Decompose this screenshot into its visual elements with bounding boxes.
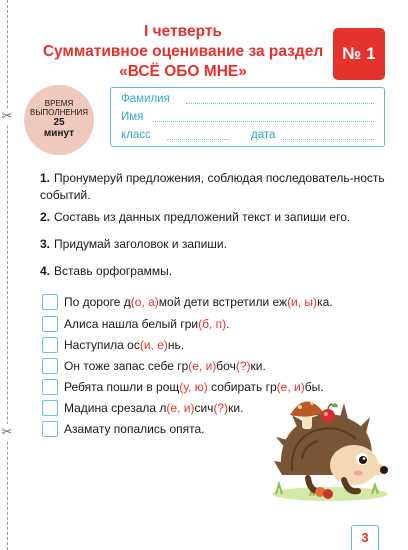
- number-box[interactable]: [42, 294, 58, 310]
- number-box[interactable]: [42, 379, 58, 395]
- time-unit: минут: [43, 128, 75, 139]
- name-label: Имя: [121, 111, 144, 123]
- hedgehog-illustration: [262, 375, 392, 505]
- page-header: [40, 22, 326, 82]
- number-box[interactable]: [42, 400, 58, 416]
- name-field[interactable]: [153, 121, 374, 122]
- page-number: 3: [351, 525, 379, 550]
- class-field[interactable]: [167, 139, 229, 140]
- number-box[interactable]: [42, 337, 58, 353]
- task-number: 1.: [40, 171, 51, 185]
- scissors-icon: ✂: [0, 424, 15, 440]
- date-field[interactable]: [281, 139, 374, 140]
- task-number: 2.: [40, 210, 51, 224]
- class-label: класс: [121, 129, 151, 141]
- task-text: Вставь орфограммы.: [54, 264, 173, 278]
- task-number: 4.: [40, 264, 51, 278]
- task-text: Пронумеруй предложения, соблюдая последователь-ность событий.: [40, 171, 385, 202]
- number-box[interactable]: [42, 421, 58, 437]
- cut-line: [7, 0, 8, 550]
- number-box[interactable]: [42, 316, 58, 332]
- section-title: «ВСЁ ОБО МНЕ»: [119, 63, 247, 80]
- sentence-text: По дороге д(о, а)мой дети встретили еж(и, ы)ка.: [64, 295, 333, 309]
- surname-label: Фамилия: [121, 93, 170, 105]
- sentence-text: Он тоже запас себе гр(е, и)боч(?)ки.: [64, 359, 266, 373]
- sentence-text: Ребята пошли в рощ(у, ю) собирать гр(е, и)бы.: [64, 380, 324, 394]
- task-number: 3.: [40, 237, 51, 251]
- task-text: Придумай заголовок и запиши.: [54, 237, 227, 251]
- sentence-text: Мадина срезала л(е, и)сич(?)ки.: [64, 401, 244, 415]
- sentence-text: Алиса нашла белый гри(б, п).: [64, 317, 230, 331]
- sentence-text: Наступила ос(и, е)нь.: [64, 338, 185, 352]
- date-label: дата: [251, 129, 276, 141]
- task-3: [40, 236, 385, 253]
- task-1: [40, 170, 385, 204]
- student-info-form: [110, 87, 385, 147]
- quarter-title: I четверть: [144, 23, 222, 40]
- task-4: [40, 263, 385, 280]
- time-label: ВРЕМЯ: [44, 99, 74, 108]
- time-badge: [24, 85, 94, 155]
- task-2: [40, 209, 385, 226]
- task-text: Составь из данных предложений текст и запиши его.: [54, 210, 351, 224]
- number-box[interactable]: [42, 358, 58, 374]
- sentence-text: Азамату попались опята.: [64, 422, 205, 436]
- scissors-icon: ✂: [0, 108, 15, 124]
- surname-field[interactable]: [186, 103, 374, 104]
- variant-badge: № 1: [333, 28, 385, 80]
- time-value: 25: [53, 117, 65, 128]
- assessment-title: Суммативное оценивание за раздел: [42, 43, 324, 60]
- time-label: ВЫПОЛНЕНИЯ: [30, 108, 88, 117]
